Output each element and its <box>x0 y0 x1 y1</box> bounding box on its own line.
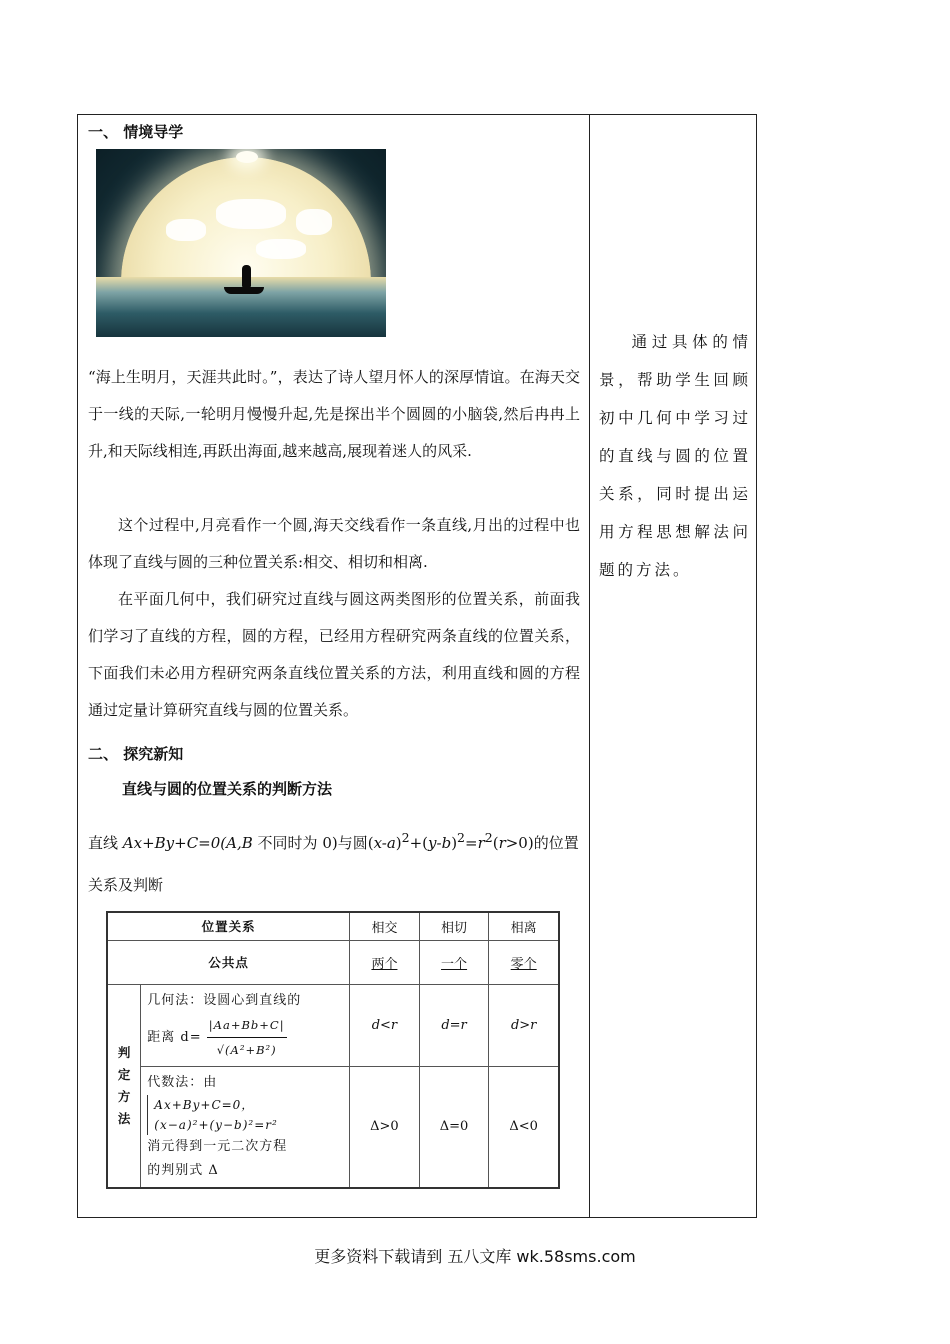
equation-system: Ax+By+C=0， (x−a)²+(y−b)²=r² <box>147 1095 343 1135</box>
moon-glow <box>236 151 258 163</box>
person-silhouette <box>242 265 251 287</box>
section2-subheading: 直线与圆的位置关系的判断方法 <box>122 780 333 798</box>
alg-text-1: 代数法：由 <box>147 1074 218 1090</box>
cell-intersect-header: 相交 <box>350 912 420 940</box>
cell-separate-header: 相离 <box>489 912 559 940</box>
paragraph-2: 这个过程中,月亮看作一个圆,海天交线看作一条直线,月出的过程中也体现了直线与圆的三种位置关系:相交、相切和相离. <box>88 516 580 571</box>
section2-heading: 二、 探究新知 <box>88 745 184 763</box>
cell-alg-tangent: Δ=0 <box>419 1066 489 1188</box>
moon-cloud <box>216 199 286 229</box>
cell-geo-intersect: d<r <box>350 984 420 1066</box>
cell-common-separate: 零个 <box>489 940 559 984</box>
geo-text-2: 距离 d= $\frac{|Aa+Bb+C|}{\text{√(A²+B²)}}$ <box>147 1013 343 1062</box>
cell-algebraic-method <box>141 1066 350 1188</box>
cell-position-header: 位置关系 <box>107 912 350 940</box>
footer-link[interactable]: 更多资料下载请到 五八文库 wk.58sms.com <box>314 1247 636 1266</box>
side-note-text: 通过具体的情景，帮助学生回顾初中几何中学习过的直线与圆的位置关系，同时提出运用方程思想解法问题的方法。 <box>599 333 751 579</box>
sea <box>96 277 386 337</box>
moon-cloud <box>296 209 332 235</box>
distance-fraction: $\frac{|Aa+Bb+C|}{\text{√(A²+B²)}}$ <box>207 1013 287 1062</box>
cell-tangent-header: 相切 <box>419 912 489 940</box>
lesson-table-frame <box>77 114 757 1218</box>
paragraph-3: 在平面几何中，我们研究过直线与圆这两类图形的位置关系，前面我们学习了直线的方程，圆的方程，已经用方程研究两条直线的位置关系，下面我们未必用方程研究两条直线位置关系的方法，利用直线和圆的方程通过定量计算研究直线与圆的位置关系。 <box>88 590 580 719</box>
cell-judge-label <box>107 984 141 1188</box>
moonrise-image <box>96 149 386 337</box>
relation-statement: 直线 Ax+By+C=0(A,B 不同时为 0)与圆$(x-a)^2+(y-b)^2=r^2(r>0)$的位置 <box>88 830 579 852</box>
geo-text-1: 几何法：设圆心到直线的 <box>147 992 302 1008</box>
paragraph-1: “海上生明月，天涯共此时。”，表达了诗人望月怀人的深厚情谊。在海天交于一线的天际,一轮明月慢慢升起,先是探出半个圆圆的小脑袋,然后冉冉上升,和天际线相连,再跃出海面,越来越高,展现着迷人的风采. <box>88 368 580 460</box>
cell-common-tangent: 一个 <box>419 940 489 984</box>
judge-label-text: 判定方法 <box>117 1044 131 1126</box>
cell-common-header: 公共点 <box>107 940 350 984</box>
cell-alg-intersect: Δ>0 <box>350 1066 420 1188</box>
relation-statement-line2: 关系及判断 <box>88 876 164 894</box>
section1-heading: 一、 情境导学 <box>88 123 184 141</box>
cell-alg-separate: Δ<0 <box>489 1066 559 1188</box>
cell-geometric-method <box>141 984 350 1066</box>
alg-text-3: 的判别式 Δ <box>147 1162 219 1178</box>
relation-table <box>106 911 560 1189</box>
boat-silhouette <box>224 287 264 294</box>
moon-cloud <box>166 219 206 241</box>
column-divider <box>589 115 590 1217</box>
cell-common-intersect: 两个 <box>350 940 420 984</box>
side-note <box>599 323 751 589</box>
alg-text-2: 消元得到一元二次方程 <box>147 1138 288 1154</box>
cell-geo-separate: d>r <box>489 984 559 1066</box>
moon-cloud <box>256 239 306 259</box>
cell-geo-tangent: d=r <box>419 984 489 1066</box>
